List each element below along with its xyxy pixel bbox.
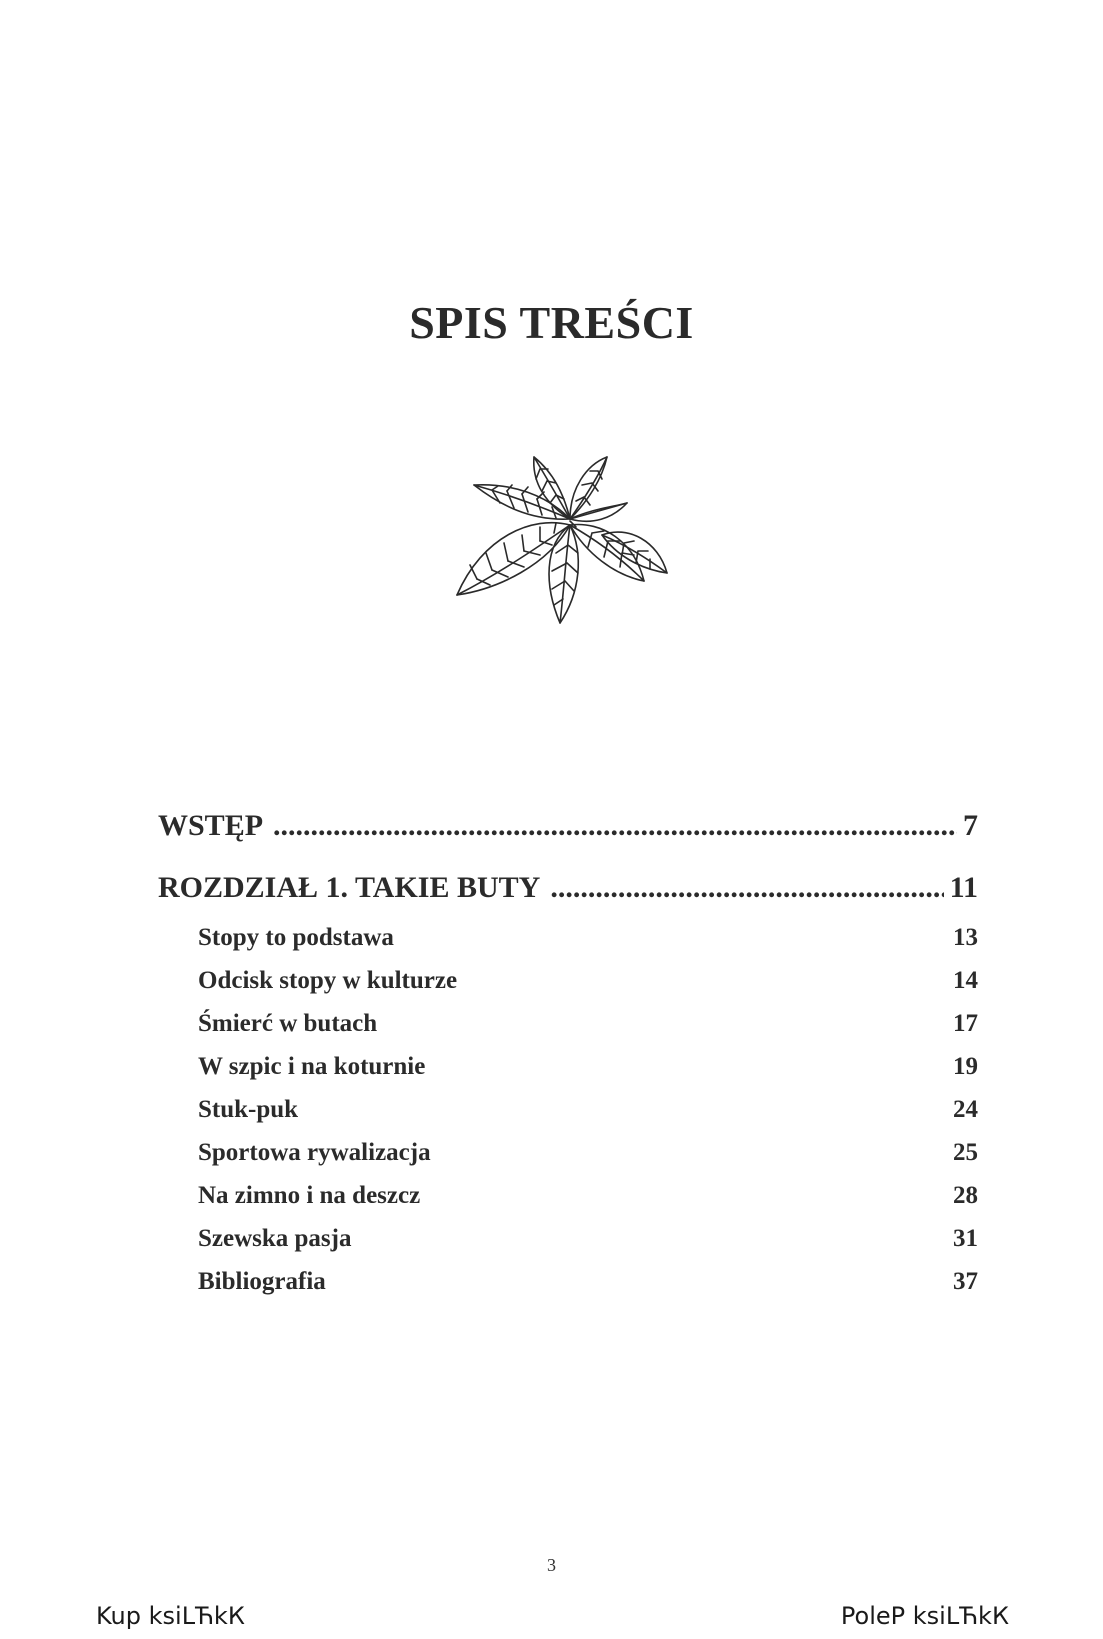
toc-section-label: Stopy to podstawa xyxy=(198,924,394,951)
toc-section-label: Śmierć w butach xyxy=(198,1010,378,1037)
toc-section-label: Sportowa rywalizacja xyxy=(198,1139,431,1166)
toc-section-label: Odcisk stopy w kulturze xyxy=(198,967,458,994)
toc-section-item[interactable] xyxy=(198,1217,978,1260)
table-of-contents xyxy=(158,808,978,1303)
toc-leader-dots xyxy=(550,870,943,906)
toc-section-label: Stuk-puk xyxy=(198,1096,299,1123)
toc-section-item[interactable] xyxy=(198,1045,978,1088)
toc-section-item[interactable] xyxy=(198,1174,978,1217)
toc-section-page: 13 xyxy=(953,924,978,951)
toc-section-item[interactable] xyxy=(198,1131,978,1174)
toc-section-page: 37 xyxy=(953,1268,978,1295)
toc-section-page: 14 xyxy=(953,967,978,994)
toc-section-page: 24 xyxy=(953,1096,978,1123)
page-number: 3 xyxy=(547,1555,556,1575)
toc-section-page: 19 xyxy=(953,1053,978,1080)
page-title: SPIS TREŚCI xyxy=(409,297,694,348)
buy-book-link[interactable]: Kup ksiLЋkК xyxy=(96,1602,245,1630)
toc-section-page: 28 xyxy=(953,1182,978,1209)
toc-section-page: 17 xyxy=(953,1010,978,1037)
toc-section-page: 31 xyxy=(953,1225,978,1252)
toc-section-label: Szewska pasja xyxy=(198,1225,352,1252)
toc-entry-intro[interactable] xyxy=(158,808,978,844)
recommend-book-link[interactable]: PoleР ksiLЋkК xyxy=(840,1602,1009,1630)
toc-section-label: Na zimno i na deszcz xyxy=(198,1182,421,1209)
toc-section-list xyxy=(158,916,978,1303)
toc-section-item[interactable] xyxy=(198,1088,978,1131)
toc-entry-label: WSTĘP xyxy=(158,809,264,842)
toc-section-item[interactable] xyxy=(198,916,978,959)
toc-section-label: W szpic i na koturnie xyxy=(198,1053,426,1080)
toc-section-label: Bibliografia xyxy=(198,1268,326,1295)
toc-section-item[interactable] xyxy=(198,1002,978,1045)
toc-section-item[interactable] xyxy=(198,959,978,1002)
toc-leader-dots xyxy=(273,808,957,844)
toc-entry-chapter[interactable] xyxy=(158,870,978,906)
toc-entry-page: 7 xyxy=(963,809,978,842)
toc-section-page: 25 xyxy=(953,1139,978,1166)
toc-section-item[interactable] xyxy=(198,1260,978,1303)
toc-entry-page: 11 xyxy=(949,871,978,904)
toc-entry-label: ROZDZIAŁ 1. TAKIE BUTY xyxy=(158,871,541,904)
leaf-branch-icon xyxy=(452,455,682,627)
